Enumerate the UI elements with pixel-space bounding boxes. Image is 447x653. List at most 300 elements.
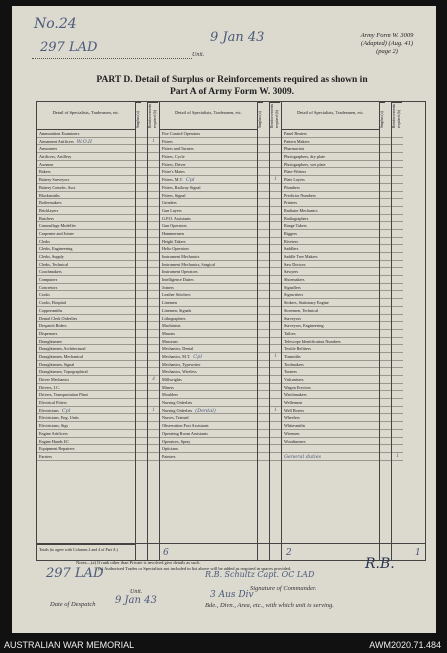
trade-name: Gun Layers <box>162 207 182 213</box>
surplus-cell <box>258 307 269 315</box>
table-row <box>282 384 379 392</box>
table-row <box>37 192 135 200</box>
reinforcement-cell <box>270 138 281 146</box>
table-row <box>37 238 135 246</box>
table-row <box>37 368 135 376</box>
trade-name: Fitters, Railway Signal <box>162 184 201 190</box>
table-row <box>282 376 379 384</box>
reinforcement-cell <box>392 207 403 215</box>
reinforcement-cell <box>392 353 403 361</box>
table-row <box>160 414 257 422</box>
table-row <box>282 345 379 353</box>
surplus-cell <box>258 361 269 369</box>
reinforcement-cell <box>270 361 281 369</box>
surplus-cell <box>380 414 391 422</box>
reinforcement-cell <box>148 153 159 161</box>
trade-name: Riggers <box>284 230 298 236</box>
trade-name: Computers <box>39 277 58 283</box>
surplus-cell <box>136 161 147 169</box>
table-row <box>37 138 135 146</box>
trade-name: Radiographers <box>284 215 309 221</box>
reinforcement-cell <box>148 192 159 200</box>
surplus-cell <box>258 230 269 238</box>
trade-name: Draughtsmen, Mechanical <box>39 353 84 359</box>
reinforcement-cell <box>148 368 159 376</box>
table-row <box>37 153 135 161</box>
reinforcement-cell <box>392 261 403 269</box>
table-row <box>160 253 257 261</box>
table-row <box>282 453 379 461</box>
surplus-cell <box>136 338 147 346</box>
reinforcement-cell <box>392 284 403 292</box>
table-row <box>282 399 379 407</box>
surplus-cell <box>380 315 391 323</box>
reinforcement-cell <box>148 361 159 369</box>
surplus-cell <box>136 145 147 153</box>
trade-name: Storemen, Technical <box>284 307 319 313</box>
reinforcement-cell <box>392 192 403 200</box>
reinforcement-cell <box>148 199 159 207</box>
trade-name: Moulders <box>162 392 179 398</box>
surplus-cell <box>258 414 269 422</box>
surplus-cell <box>258 138 269 146</box>
table-row <box>160 376 257 384</box>
trade-name: Coachmakers <box>39 269 62 275</box>
reinforcement-cell <box>392 407 403 415</box>
reinforcement-cell <box>270 230 281 238</box>
trade-name: Boilermakers <box>39 200 62 206</box>
names-list <box>160 130 257 461</box>
trade-name: Dispensers <box>39 330 58 336</box>
reinforcement-cell <box>270 414 281 422</box>
trade-name: Clerks, Technical <box>39 261 69 267</box>
despatch-date-handwritten: 9 Jan 43 <box>115 595 157 606</box>
form-number: No.24 <box>34 16 77 32</box>
reinforcement-cell <box>392 168 403 176</box>
reinforcement-cell <box>270 315 281 323</box>
table-row <box>37 361 135 369</box>
reinforcement-cell <box>270 291 281 299</box>
surplus-cell <box>258 445 269 453</box>
trade-name: Fitters <box>162 138 173 144</box>
table-row <box>37 291 135 299</box>
table-row <box>160 153 257 161</box>
surplus-cell <box>380 192 391 200</box>
reinforcement-cell <box>148 238 159 246</box>
table-row <box>282 307 379 315</box>
surplus-cell <box>136 322 147 330</box>
reinforcement-cell: 1 <box>270 176 281 184</box>
table-row <box>37 422 135 430</box>
handwritten-rank: W.O.II <box>76 138 92 145</box>
reinforcement-cell <box>148 130 159 138</box>
table-row <box>160 145 257 153</box>
reinforcement-cell <box>270 238 281 246</box>
reinforcement-cell <box>270 168 281 176</box>
trade-name: Fitters and Turners <box>162 146 194 152</box>
trade-name: Surveyors <box>284 315 301 321</box>
trade-name: Linemen, Signals <box>162 307 192 313</box>
reinforcement-cell <box>270 284 281 292</box>
form-ref-line: (Adapted) (Aug. 41) <box>360 40 414 47</box>
surplus-cell <box>136 276 147 284</box>
table-row <box>37 268 135 276</box>
credit-left: AUSTRALIAN WAR MEMORIAL <box>4 640 135 650</box>
trade-name: Electricians, Eng. Units <box>39 415 79 421</box>
trade-name: Armament Artificers <box>39 138 74 144</box>
reinforcement-cell <box>392 222 403 230</box>
reinforcement-cell <box>392 361 403 369</box>
reinforcement-cell <box>148 422 159 430</box>
reinforcement-cell <box>148 330 159 338</box>
surplus-cell <box>136 376 147 384</box>
table-row <box>282 414 379 422</box>
trade-name: Watchmakers <box>284 392 307 398</box>
unit-handwritten: 297 LAD <box>40 40 98 55</box>
table-row <box>37 338 135 346</box>
surplus-cell <box>136 168 147 176</box>
surplus-cell <box>258 130 269 138</box>
reinforcement-cell <box>270 222 281 230</box>
surplus-cell <box>136 307 147 315</box>
trade-name: Stokers, Stationary Engine <box>284 300 329 306</box>
trade-name: Engine Hands I/C <box>39 438 70 444</box>
reinforcement-cell <box>270 245 281 253</box>
trade-name: Grinders <box>162 200 177 206</box>
reinforcement-cell <box>148 253 159 261</box>
surplus-cell <box>380 253 391 261</box>
reinforcement-cell <box>148 261 159 269</box>
surplus-cell <box>380 161 391 169</box>
trade-name: Draughtsmen, Signal <box>39 361 75 367</box>
trade-name: Clerks <box>39 238 50 244</box>
trade-name: Instrument Mechanics, Surgical <box>162 261 216 267</box>
trade-name: Clerks, Supply <box>39 254 64 259</box>
reinforcement-cell <box>148 207 159 215</box>
trade-name: Fitters, M.T. <box>162 177 183 183</box>
surplus-cell <box>258 338 269 346</box>
table-row <box>282 361 379 369</box>
table-row <box>37 391 135 399</box>
trade-name: Operating Room Assistants <box>162 430 208 436</box>
names-list <box>282 130 379 461</box>
table-row <box>282 299 379 307</box>
date-handwritten: 9 Jan 43 <box>210 30 265 45</box>
reinforcement-cell <box>392 145 403 153</box>
trade-name: Riveters <box>284 238 298 244</box>
reinforcement-cell <box>270 322 281 330</box>
table-row <box>160 445 257 453</box>
trade-name: Despatch Riders <box>39 323 67 329</box>
surplus-cell <box>258 245 269 253</box>
reinforcement-cell <box>148 315 159 323</box>
form-ref-line: (page 2) <box>376 48 398 55</box>
trade-name: Woodturners <box>284 438 306 444</box>
table-row <box>37 330 135 338</box>
table-row <box>282 207 379 215</box>
surplus-cell <box>136 361 147 369</box>
surplus-cell <box>380 307 391 315</box>
surplus-cell <box>136 407 147 415</box>
trade-name: Draughtsmen <box>39 338 62 344</box>
surplus-cell <box>380 230 391 238</box>
table-row <box>282 291 379 299</box>
surplus-cell <box>136 153 147 161</box>
table-row <box>160 407 257 415</box>
trade-name: Wellermen <box>284 400 303 406</box>
column-header: Surplus (a) <box>136 102 141 130</box>
reinforcement-cell: 1 <box>392 453 403 461</box>
reinforcement-cell <box>148 445 159 453</box>
reinf-column-2 <box>269 102 281 560</box>
trade-name: Machinists <box>162 323 181 329</box>
surplus-cell <box>258 215 269 223</box>
column-header: Reinforcements required (b) <box>270 103 279 128</box>
footer-unit-handwritten: 297 LAD <box>46 566 104 581</box>
table-row <box>37 430 135 438</box>
table-row <box>282 438 379 446</box>
reinforcement-cell <box>392 238 403 246</box>
column-header: Reinforcements required (b) <box>148 103 157 128</box>
table-row <box>160 322 257 330</box>
trade-name: Equipment Repairers <box>39 446 75 452</box>
trade-name: Lithographers <box>162 315 186 321</box>
table-row <box>282 130 379 138</box>
reinforcement-cell <box>270 130 281 138</box>
reinforcement-cell: 4 <box>148 376 159 384</box>
table-row <box>37 168 135 176</box>
trade-name: Electrical Fitters <box>39 400 67 406</box>
surplus-cell <box>380 245 391 253</box>
reinforcement-cell <box>392 430 403 438</box>
reinforcement-cell <box>148 145 159 153</box>
table-row <box>282 353 379 361</box>
form-ref-line: Army Form W. 3009 <box>360 32 414 39</box>
reinforcement-cell <box>392 391 403 399</box>
reinforcement-cell <box>392 130 403 138</box>
reinforcement-cell <box>392 253 403 261</box>
reinforcement-cell <box>270 207 281 215</box>
trade-name: Radiator Mechanics <box>284 207 318 213</box>
surplus-cell <box>258 422 269 430</box>
table-row <box>37 353 135 361</box>
table-row <box>282 422 379 430</box>
table-row <box>160 192 257 200</box>
reinforcement-cell <box>148 430 159 438</box>
reinforcement-cell <box>270 445 281 453</box>
trade-name: Linemen <box>162 300 177 306</box>
surplus-cell <box>136 184 147 192</box>
table-row <box>282 168 379 176</box>
surplus-cell <box>258 192 269 200</box>
table-row <box>160 207 257 215</box>
trade-name: Mechanics, Typewriter <box>162 361 201 367</box>
surplus-cell <box>258 391 269 399</box>
table-row <box>37 414 135 422</box>
reinforcement-cell <box>148 322 159 330</box>
table-row <box>282 338 379 346</box>
reinforcement-cell <box>392 338 403 346</box>
reinforcement-cell <box>148 299 159 307</box>
trade-name: Armourers <box>39 146 58 152</box>
trade-name: Clerks, Engineering <box>39 246 73 252</box>
column-header: Surplus (a) <box>258 102 263 130</box>
surplus-cell <box>380 268 391 276</box>
trade-name: Observation Post Assistants <box>162 423 209 429</box>
surplus-cell <box>380 153 391 161</box>
surplus-cell <box>380 176 391 184</box>
table-row <box>37 215 135 223</box>
surplus-cell <box>380 145 391 153</box>
surplus-cell <box>136 138 147 146</box>
table-row <box>37 407 135 415</box>
surplus-cell <box>380 168 391 176</box>
reinforcement-cell <box>270 399 281 407</box>
table-row <box>160 330 257 338</box>
reinforcement-cell <box>392 376 403 384</box>
trade-name: Instrument Operators <box>162 269 198 275</box>
trade-name: Battery Comdrs. Asst. <box>39 184 76 190</box>
surplus-cell <box>258 299 269 307</box>
values-list <box>270 130 281 461</box>
trade-name: Tinsmiths <box>284 353 301 359</box>
reinforcement-cell: 1 <box>270 353 281 361</box>
reinforcement-cell <box>148 222 159 230</box>
trade-name: Shoemakers <box>284 277 305 283</box>
trade-name: Opticians <box>162 446 179 452</box>
bde-label: Bde., Divn., Area, etc., with which unit is serving. <box>205 602 334 609</box>
table-row <box>37 184 135 192</box>
surplus-cell <box>380 361 391 369</box>
table-row <box>37 376 135 384</box>
table-row <box>37 345 135 353</box>
reinforcement-cell <box>270 384 281 392</box>
trade-name: Fitters, Driver <box>162 161 186 167</box>
reinforcement-cell <box>270 438 281 446</box>
surplus-cell <box>380 322 391 330</box>
trade-name: Artificers, Artillery <box>39 154 72 160</box>
bde-handwritten: 3 Aus Div <box>210 590 254 600</box>
surplus-cell <box>258 291 269 299</box>
trade-name: Fitters, Signal <box>162 192 186 198</box>
reinforcement-cell <box>392 384 403 392</box>
surplus-cell <box>258 330 269 338</box>
credit-bar <box>0 639 447 653</box>
surplus-cell <box>258 345 269 353</box>
surplus-cell <box>136 284 147 292</box>
table-row <box>37 307 135 315</box>
table-row <box>282 391 379 399</box>
despatch-label: Date of Despatch <box>50 601 96 608</box>
values-list <box>258 130 269 461</box>
trade-name: Coppersmiths <box>39 307 63 313</box>
surplus-cell <box>258 384 269 392</box>
surplus-cell <box>380 399 391 407</box>
surplus-cell <box>380 430 391 438</box>
reinforcement-cell <box>148 384 159 392</box>
table-row <box>282 261 379 269</box>
reinforcement-cell <box>392 199 403 207</box>
reinforcement-cell: 1 <box>148 138 159 146</box>
trade-name: Saw Doctors <box>284 261 306 267</box>
reinforcement-cell <box>148 399 159 407</box>
surplus-cell <box>136 414 147 422</box>
trade-name: Signallers <box>284 284 301 290</box>
surplus-cell <box>380 184 391 192</box>
surplus-cell <box>380 407 391 415</box>
signature-label: Signature of Commander. <box>250 585 317 592</box>
table-row <box>160 215 257 223</box>
surplus-cell <box>136 384 147 392</box>
table-row <box>282 322 379 330</box>
surplus-cell <box>136 345 147 353</box>
trade-name: Plate Layers <box>284 177 305 183</box>
trade-name: Wagon Erectors <box>284 384 311 390</box>
reinforcement-cell <box>392 422 403 430</box>
surplus-cell <box>136 430 147 438</box>
reinforcement-cell <box>270 268 281 276</box>
trade-name: Concretors <box>39 284 58 290</box>
title-line: Part A of Army Form W. 3009. <box>169 87 294 97</box>
table-row <box>282 184 379 192</box>
surplus-cell <box>380 384 391 392</box>
table-row <box>160 391 257 399</box>
reinforcement-cell <box>392 330 403 338</box>
surplus-cell <box>258 430 269 438</box>
trade-name: Pattern Makers <box>284 138 310 144</box>
trade-name: Battery Surveyors <box>39 177 70 183</box>
column-header: Detail of Specialists, Tradesmen, etc. <box>160 102 257 130</box>
trade-name: Well Borers <box>284 407 305 413</box>
table-row <box>282 407 379 415</box>
reinforcement-cell <box>270 307 281 315</box>
reinforcement-cell <box>392 268 403 276</box>
trade-name: Panel Beaters <box>284 131 307 136</box>
surplus-column-1 <box>135 102 147 560</box>
trade-name: Camouflage Modeller <box>39 223 76 229</box>
surplus-cell <box>136 215 147 223</box>
reinforcement-cell <box>392 438 403 446</box>
form-reference <box>342 32 432 56</box>
trade-name: Textile Refitters <box>284 346 312 352</box>
table-row <box>37 384 135 392</box>
trade-name: Cooks <box>39 292 50 298</box>
surplus-cell <box>136 130 147 138</box>
trade-name: Printers <box>284 200 298 206</box>
table-row <box>282 161 379 169</box>
table-row <box>160 315 257 323</box>
surplus-cell <box>136 268 147 276</box>
surplus-cell <box>258 145 269 153</box>
trade-name: Joiners <box>162 284 174 290</box>
surplus-cell <box>258 368 269 376</box>
surplus-cell <box>258 253 269 261</box>
reinforcement-cell <box>148 168 159 176</box>
trade-name: Electricians <box>39 407 59 413</box>
surplus-cell <box>258 261 269 269</box>
trade-name: Intelligence Duties <box>162 277 194 283</box>
reinforcement-cell <box>392 230 403 238</box>
table-row <box>282 253 379 261</box>
values-list <box>392 130 403 461</box>
table-row <box>160 399 257 407</box>
reinforcement-cell <box>148 268 159 276</box>
reinforcement-cell <box>270 153 281 161</box>
reinforcement-cell <box>148 391 159 399</box>
trade-name: Sawyers <box>284 269 299 275</box>
trade-name: Turners <box>284 369 297 375</box>
note-line: (b) Authorised Trades or Specialists not included in list above will be added as required in spaces provided. <box>98 566 292 571</box>
